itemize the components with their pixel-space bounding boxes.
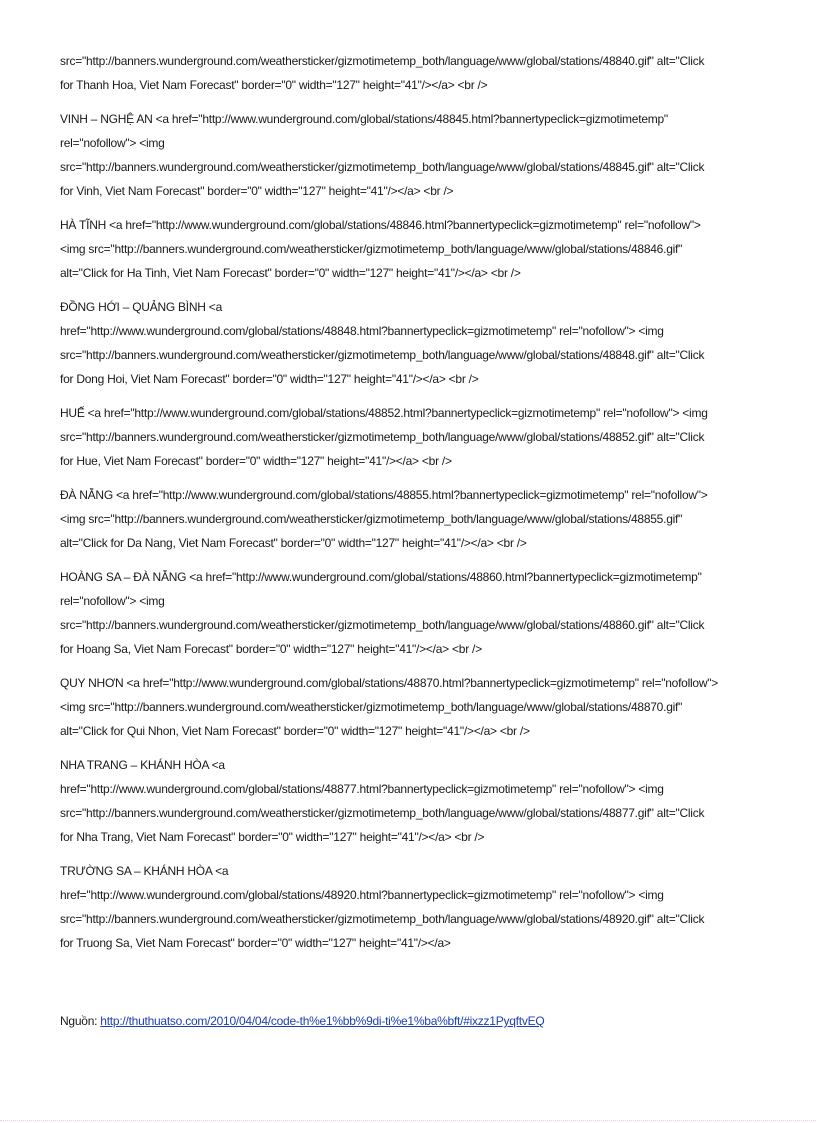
text-line: src="http://banners.wunderground.com/weathersticker/gizmotimetemp_both/language/www/global/stations/48877.gif" alt="Click [60, 806, 705, 820]
text-line: alt="Click for Ha Tinh, Viet Nam Forecast" border="0" width="127" height="41"/></a> <br /> [60, 266, 521, 280]
text-line: href="http://www.wunderground.com/global/stations/48848.html?bannertypeclick=gizmotimetemp" rel="nofollow"> <img [60, 324, 664, 338]
code-paragraph [60, 859, 780, 955]
text-line: HUẾ <a href="http://www.wunderground.com/global/stations/48852.html?bannertypeclick=gizmotimetemp" rel="nofollow"> <img [60, 406, 708, 420]
text-line: for Hue, Viet Nam Forecast" border="0" width="127" height="41"/></a> <br /> [60, 454, 452, 468]
text-line: alt="Click for Qui Nhon, Viet Nam Forecast" border="0" width="127" height="41"/></a> <br /> [60, 724, 530, 738]
text-line: <img src="http://banners.wunderground.com/weathersticker/gizmotimetemp_both/language/www/global/stations/48846.gif" [60, 242, 683, 256]
source-label: Nguồn: [60, 1014, 98, 1028]
text-line: QUY NHƠN <a href="http://www.wunderground.com/global/stations/48870.html?bannertypeclick=gizmotimetemp" rel="nofollow"> [60, 676, 719, 690]
code-paragraph [60, 753, 780, 849]
text-line: href="http://www.wunderground.com/global/stations/48920.html?bannertypeclick=gizmotimetemp" rel="nofollow"> <img [60, 888, 664, 902]
text-line: HÀ TĨNH <a href="http://www.wunderground.com/global/stations/48846.html?bannertypeclick=gizmotimetemp" rel="nofollow"> [60, 218, 701, 232]
text-line: ĐỒNG HỚI – QUẢNG BÌNH <a [60, 300, 222, 314]
text-line: HOÀNG SA – ĐÀ NẴNG <a href="http://www.wunderground.com/global/stations/48860.html?bannertypeclick=gizmotimetemp" [60, 570, 702, 584]
code-paragraph [60, 49, 780, 97]
code-paragraph [60, 483, 780, 555]
text-line: src="http://banners.wunderground.com/weathersticker/gizmotimetemp_both/language/www/global/stations/48920.gif" alt="Click [60, 912, 705, 926]
text-line: src="http://banners.wunderground.com/weathersticker/gizmotimetemp_both/language/www/global/stations/48840.gif" alt="Click [60, 54, 705, 68]
text-line: for Dong Hoi, Viet Nam Forecast" border="0" width="127" height="41"/></a> <br /> [60, 372, 479, 386]
text-line: for Thanh Hoa, Viet Nam Forecast" border="0" width="127" height="41"/></a> <br /> [60, 78, 488, 92]
text-line: href="http://www.wunderground.com/global/stations/48877.html?bannertypeclick=gizmotimetemp" rel="nofollow"> <img [60, 782, 664, 796]
code-paragraph [60, 401, 780, 473]
text-line: for Vinh, Viet Nam Forecast" border="0" width="127" height="41"/></a> <br /> [60, 184, 454, 198]
text-line: TRƯỜNG SA – KHÁNH HÒA <a [60, 864, 229, 878]
text-line: for Nha Trang, Viet Nam Forecast" border="0" width="127" height="41"/></a> <br /> [60, 830, 485, 844]
code-paragraph [60, 295, 780, 391]
text-line: VINH – NGHỆ AN <a href="http://www.wunderground.com/global/stations/48845.html?bannertypeclick=gizmotimetemp" [60, 112, 668, 126]
code-paragraph [60, 565, 780, 661]
text-line: src="http://banners.wunderground.com/weathersticker/gizmotimetemp_both/language/www/global/stations/48848.gif" alt="Click [60, 348, 705, 362]
text-line: rel="nofollow"> <img [60, 136, 165, 150]
text-line: alt="Click for Da Nang, Viet Nam Forecast" border="0" width="127" height="41"/></a> <br /> [60, 536, 527, 550]
text-line: for Truong Sa, Viet Nam Forecast" border="0" width="127" height="41"/></a> [60, 936, 451, 950]
page-boundary-divider [0, 1120, 816, 1121]
text-line: rel="nofollow"> <img [60, 594, 165, 608]
source-line [60, 1012, 544, 1030]
text-line: for Hoang Sa, Viet Nam Forecast" border="0" width="127" height="41"/></a> <br /> [60, 642, 482, 656]
text-line: NHA TRANG – KHÁNH HÒA <a [60, 758, 225, 772]
text-line: <img src="http://banners.wunderground.com/weathersticker/gizmotimetemp_both/language/www/global/stations/48870.gif" [60, 700, 683, 714]
text-line: src="http://banners.wunderground.com/weathersticker/gizmotimetemp_both/language/www/global/stations/48852.gif" alt="Click [60, 430, 705, 444]
source-link[interactable]: http://thuthuatso.com/2010/04/04/code-th%e1%bb%9di-ti%e1%ba%bft/#ixzz1PyqftvEQ [100, 1014, 545, 1028]
text-line: ĐÀ NẴNG <a href="http://www.wunderground.com/global/stations/48855.html?bannertypeclick=gizmotimetemp" rel="nofollow"> [60, 488, 708, 502]
code-paragraph [60, 213, 780, 285]
code-paragraph [60, 107, 780, 203]
document-body [60, 49, 780, 965]
code-paragraph [60, 671, 780, 743]
text-line: src="http://banners.wunderground.com/weathersticker/gizmotimetemp_both/language/www/global/stations/48845.gif" alt="Click [60, 160, 705, 174]
text-line: src="http://banners.wunderground.com/weathersticker/gizmotimetemp_both/language/www/global/stations/48860.gif" alt="Click [60, 618, 705, 632]
text-line: <img src="http://banners.wunderground.com/weathersticker/gizmotimetemp_both/language/www/global/stations/48855.gif" [60, 512, 683, 526]
